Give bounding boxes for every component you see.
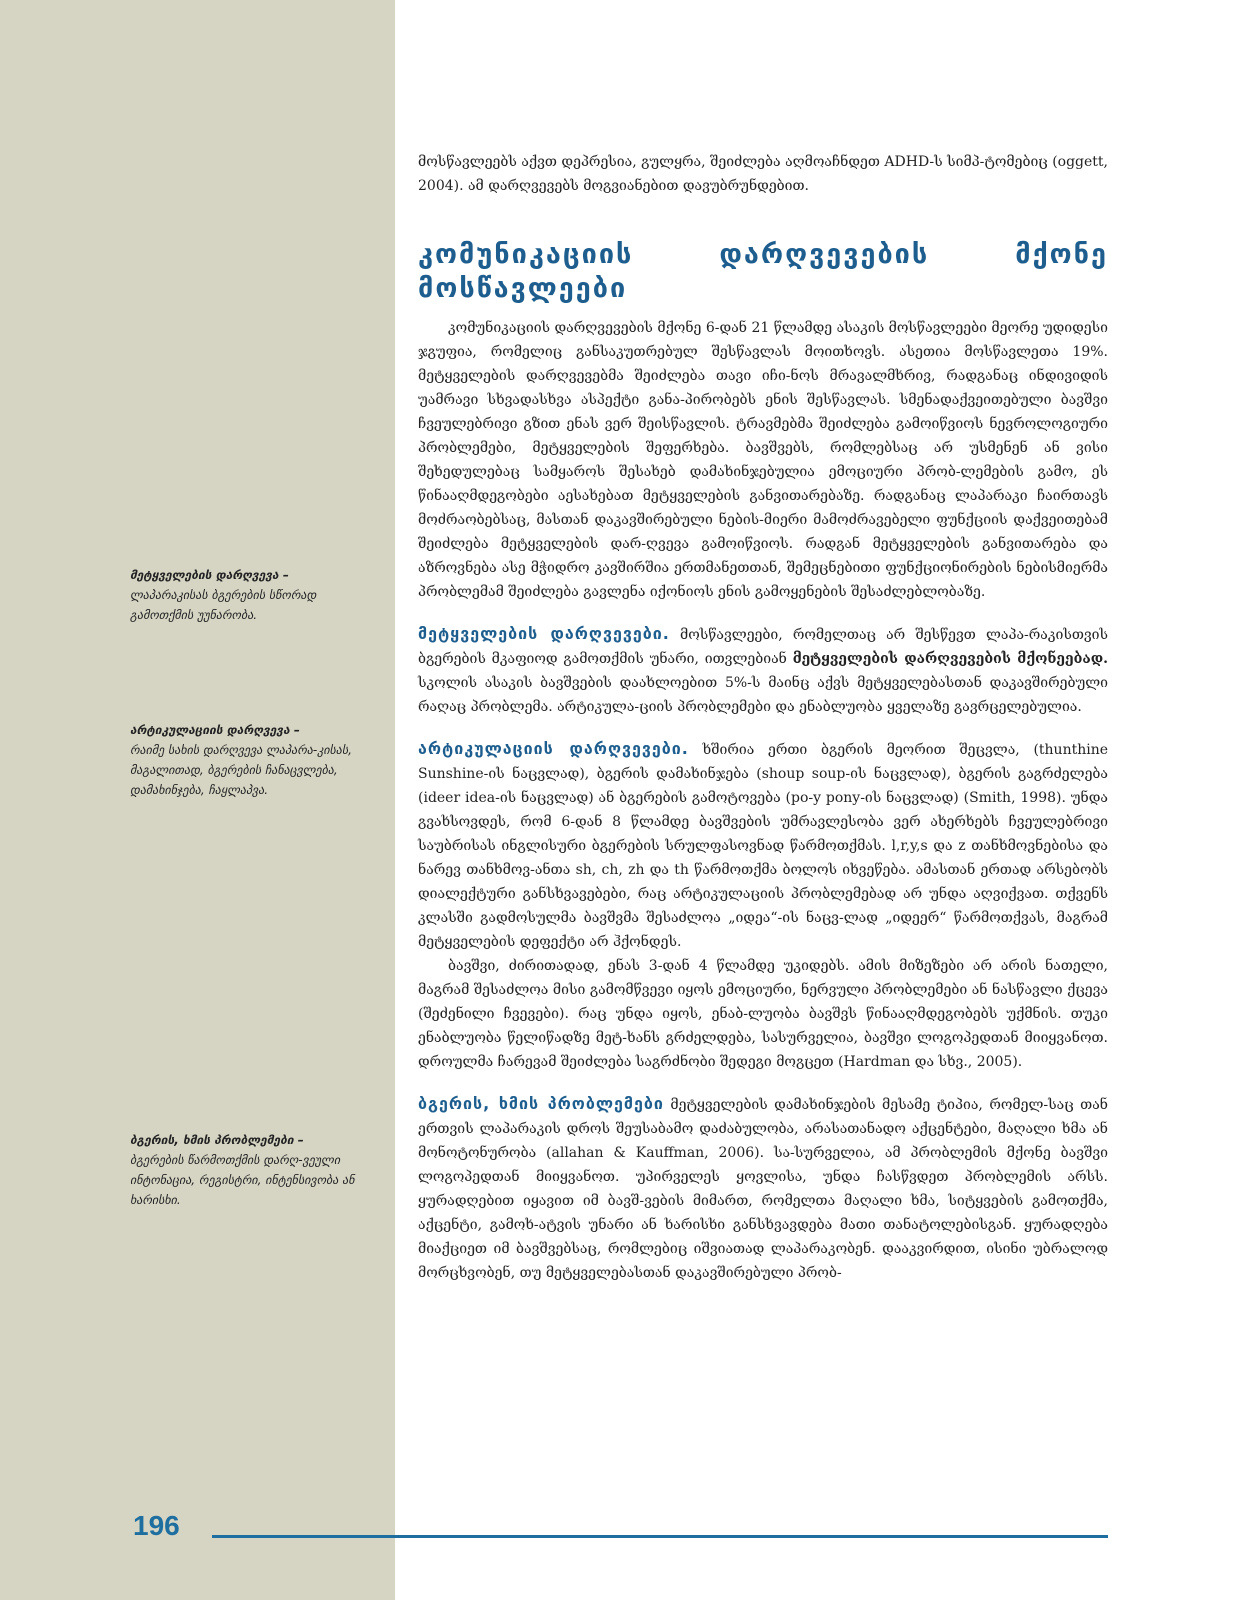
stuttering-paragraph: ბავშვი, ძირითადად, ენას 3-დან 4 წლამდე უკიდებს. ამის მიზეზები არ არის ნათელი, მაგრამ შესაძლოა მისი გამომწვევი იყოს ემოციური, ნერვული პრობლემები ან ნასწავლი ქცევა (შეძენილი ჩვევები). რაც უნდა იყოს, ენაბ-ლუობა ბავშვს წინააღმდეგობებს უქმნის. თუკი ენაბლუობა წელიწადზე მეტ-ხანს გრძელდება, სასურველია, ბავშვი ლოგოპედთან მიიყვანოთ. დროულმა ჩარევამ შეიძლება საგრძნობი შედეგი მოგცეთ (Hardman და სხვ., 2005).	[418, 958, 1108, 1070]
articulation-heading: არტიკულაციის დარღვევები.	[418, 739, 689, 758]
section-title: კომუნიკაციის დარღვევების მქონე მოსწავლეები	[418, 239, 1108, 304]
section-paragraph: კომუნიკაციის დარღვევების მქონე 6-დან 21 წლამდე ასაკის მოსწავლეები მეორე უდიდესი ჯგუფია, რომელიც განსაკუთრებულ შესწავლას მოითხოვს. ასეთია მოსწავლეთა 19%. მეტყველების დარღვევებმა შეიძლება თავი იჩი-ნოს მრავალმხრივ, რადგანაც ინდივიდის უამრავი სხვადასხვა ასპექტი განა-პირობებს ენის შესწავლას. სმენადაქვეითებული ბავშვი ჩვეულებრივი გზით ენას ვერ შეისწავლის. ტრავმებმა შეიძლება გამოიწვიოს ნევროლოგიური პრობლემები, მეტყველების შეფერხება. ბავშვებს, რომლებსაც არ უსმენენ ან ვისი შეხედულებაც სამყაროს შესახებ დამახინჯებულია ემოციური პრობ-ლემების გამო, ეს წინააღმდეგობები აესახებათ მეტყველების განვითარებაზე. რადგანაც ლაპარაკი ჩაირთავს მოძრაობებსაც, მასთან დაკავშირებული ნების-მიერი მამოძრავებელი ფუნქციის დაქვეითებამ შეიძლება მეტყველების დარ-ღვევა გამოიწვიოს. რადგან მეტყველების განვითარება და აზროვნება ასე მჭიდრო კავშირშია ერთმანეთთან, შემეცნებითი ფუნქციონირების ნებისმიერმა პრობლემამ შეიძლება გავლენა იქონიოს ენის გამოყენების შესაძლებლობაზე.	[418, 320, 1108, 600]
margin-note-definition: ლაპარაკისას ბგერების სწორად გამოთქმის უუნარობა.	[130, 588, 317, 622]
speech-disorders-paragraph	[418, 622, 1108, 719]
footer-rule	[212, 1535, 1108, 1538]
speech-text-before: მოსწავლეები, რომელთაც არ შესწევთ ლაპა-რაკისთვის ბგერების მკაფიოდ გამოთქმის უნარი, ითვლებიან	[418, 627, 1108, 667]
voice-paragraph	[418, 1092, 1108, 1285]
margin-note-voice-problems	[130, 1130, 355, 1210]
voice-text: მეტყველების დამახინჯების მესამე ტიპია, რომელ-საც თან ერთვის ლაპარაკის დროს შეუსაბამო დაძაბულობა, არასათანადო აქცენტები, მაღალი ხმა ან მონოტონურობა (allahan & Kauffman, 2006). სა-სურველია, ამ პრობლემის მქონე ბავშვი ლოგოპედთან მიიყვანოთ. უპირველეს ყოვლისა, უნდა ჩასწვდეთ პრობლემის არსს. ყურადღებით იყავით იმ ბავშ-ვების მიმართ, რომელთა მაღალი ხმა, სიტყვების გამოთქმა, აქცენტი, გამოხ-ატვის უნარი ან ხარისხი განსხვავდება მათი თანატოლებისგან. ყურადღება მიაქციეთ იმ ბავშვებსაც, რომლებიც იშვიათად ლაპარაკობენ. დააკვირდით, ისინი უბრალოდ მორცხვობენ, თუ მეტყველებასთან დაკავშირებული პრობ-	[418, 1097, 1108, 1281]
speech-text-after: სკოლის ასაკის ბავშვების დაახლოებით 5%-ს მაინც აქვს მეტყველებასთან დაკავშირებული რაღაც პრობლემა. არტიკულა-ციის პრობლემები და ენაბლუობა ყველაზე გავრცელებულია.	[418, 675, 1108, 715]
margin-note-articulation-disorder	[130, 720, 355, 800]
intro-paragraph: მოსწავლეებს აქვთ დეპრესია, გულყრა, შეიძლება აღმოაჩნდეთ ADHD-ს სიმპ-ტომებიც (oggett, 2004). ამ დარღვევებს მოგვიანებით დავუბრუნდებით.	[418, 154, 1108, 194]
page-number: 196	[133, 1510, 180, 1541]
speech-disorders-heading: მეტყველების დარღვევები.	[418, 624, 670, 643]
margin-note-definition: ბგერების წარმოთქმის დარღ-ვეული ინტონაცია, რეგისტრი, ინტენსივობა ან ხარისხი.	[130, 1153, 355, 1207]
speech-bold-term: მეტყველების დარღვევების მქონეებად.	[792, 651, 1108, 667]
margin-note-term: მეტყველების დარღვევა –	[130, 568, 289, 582]
margin-note-speech-disorder	[130, 565, 355, 625]
articulation-text: ხშირია ერთი ბგერის მეორით შეცვლა, (thunthine Sunshine-ის ნაცვლად), ბგერის დამახინჯება (shoup soup-ის ნაცვლად), ბგერის გაგრძელება (ideer idea-ის ნაცვლად) ან ბგერების გამოტოვება (po-y pony-ის ნაცვლად) (Smith, 1998). უნდა გვახსოვდეს, რომ 6-დან 8 წლამდე ბავშვების უმრავლესობა ვერ ახერხებს ჩვეულებრივი საუბრისას ინგლისური ბგერების სრულფასოვნად წარმოთქმას. l,r,y,s და z თანხმოვნებისა და ნარევ თანხმოვ-ანთა sh, ch, zh და th წარმოთქმა ბოლოს იხვეწება. ამასთან ერთად არსებობს დიალექტური განსხვავებები, რაც არტიკულაციის პრობლემებად არ უნდა აღვიქვათ. თქვენს კლასში გადმოსულმა ბავშვმა შესაძლოა „იდეა“-ის ნაცვ-ლად „იდეერ“ წარმოთქვას, მაგრამ მეტყველების დეფექტი არ ჰქონდეს.	[418, 742, 1109, 950]
main-text-column	[418, 150, 1108, 1285]
margin-note-term: ბგერის, ხმის პრობლემები –	[130, 1133, 304, 1147]
articulation-paragraph	[418, 737, 1108, 954]
margin-note-term: არტიკულაციის დარღვევა –	[130, 723, 300, 737]
margin-note-definition: რაიმე სახის დარღვევა ლაპარა-კისას, მაგალითად, ბგერების ჩანაცვლება, დამახინჯება, ჩაყლაპვა.	[130, 743, 352, 797]
voice-heading: ბგერის, ხმის პრობლემები	[418, 1094, 664, 1113]
sidebar-band	[0, 0, 395, 1600]
